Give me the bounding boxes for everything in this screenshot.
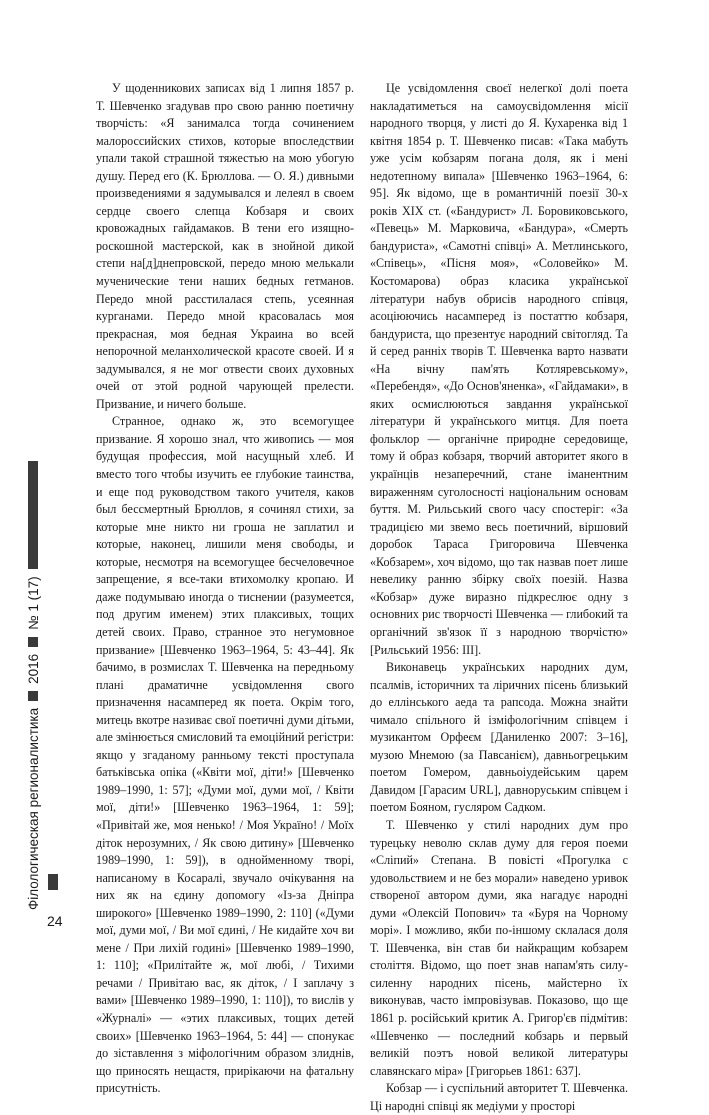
paragraph: Це усвідомлення своєї нелегкої долі поета накладатиметься на самоусвідомлення місії народного творця, у листі до Я. Кухаренка від 1 квітня 1854 р. Т. Шевченко писав: «Така мабуть уже усім кобзарям погана доля, як і мені недотепному випала» [Шевченко 1963–1964, 6: 95]. Як відомо, ще в романтичній поезії 30-х років XIX ст. («Бандурист» Л. Боровиковського, «Певець» М. Марковича, «Бандура», «Смерть бандуриста», «Самотні співці» А. Метлинського, «Співець», «Пісня моя», «Соловейко» М. Костомарова) образ класика української літератури набув обрисів народного співця, асоціюючись насамперед із постаттю кобзаря, бандуриста, що презентує народний світогляд. Та й серед ранніх творів Т. Шевченка варто назвати «На вічну пам'ять Котляревському», «Перебендя», «До Основ'яненка», «Гайдамаки», в яких осмислюються завдання української літератури й українського митця. Для поета фольклор — органічне природне середовище, тому й образ кобзаря, творчий авторитет якого в українців незаперечний, стане іманентним вираженням суголосності національним основам буття. М. Рильський свого часу спостеріг: «За традицією ми звемо весь поетичний, віршовий доробок Тараса Григоровича Шевченка «Кобзарем», хоч відомо, що так назвав поет лише невелику ранню збірку своїх поезій. Назва «Кобзар» дуже виразно підкреслює одну з основних рис творчості Шевченка — глибокий та органічний зв'язок її з народною творчістю» [Рильський 1956: III]. bbox=[370, 81, 628, 657]
running-head-year: 2016 bbox=[25, 653, 41, 684]
left-text-column bbox=[96, 80, 354, 1098]
page-number: 24 bbox=[47, 913, 63, 929]
paragraph: Виконавець українських народних дум, псалмів, історичних та ліричних пісень близький до еллінського аеда та рапсода. Можна знайти чимало спільного й ізміфологічним співцем і музикантом Орфеєм [Даниленко 2007: 3–16], музою Мнемою (за Павсанієм), давньогрецьким поетом Гомером, давньоіудейським царем Давидом [Гарасим URL], давноруським співцем і поетом Бояном, гусляром Садком. bbox=[370, 660, 628, 815]
footer-marker-block bbox=[48, 874, 58, 890]
paragraph: Странное, однако ж, это всемогущее призвание. Я хорошо знал, что живопись — моя будущая профессия, мой насущный хлеб. И вместо того чтобы изучить ее глубокие таинства, и еще под руководством такого учителя, каков был бессмертный Брюллов, я сочинял стихи, за которые мне никто ни гроша не заплатил и которые, наконец, лишили меня свободы, и которые, несмотря на всемогущее бесчеловечное запрещение, я все-таки втихомолку кропаю. И даже подумываю иногда о тиснении (разумеется, под другим именем) этих плаксивых, тощих детей своих. Право, странное это негумовное призвание» [Шевченко 1963–1964, 5: 43–44]. Як бачимо, в розмислах Т. Шевченка на передньому плані драматичне усвідомлення свого призначення насамперед як поета. Окрім того, митець вкотре називає свої поетичні думи дітьми, але змінюється смисловий та емоційний регістри: якщо у згаданому ранньому тексті проступала батьківська опіка («Квіти мої, діти!» [Шевченко 1989–1990, 1: 57]; «Думи мої, думи мої, / Квіти мої, діти!» [Шевченко 1963–1964, 1: 59]; «Привітай же, моя ненько! / Моя Україно! / Моїх діток нерозумних, / Як свою дитину» [Шевченко 1989–1990, 1: 59]), в однойменному творі, написаному в Косаралі, звучало очікування на них як на єдину допомогу «Із-за Дніпра широкого» [Шевченко 1989–1990, 2: 110] («Думи мої, думи мої, / Ви мої єдині, / Не кидайте хоч ви мене / При лихій годині» [Шевченко 1989–1990, 1: 110]; «Прилітайте ж, мої любі, / Тихими речами / Привітаю вас, як діток, / І заплачу з вами» [Шевченко 1989–1990, 1: 110]), то вислів у «Журналі» — «этих плаксивых, тощих детей своих» [Шевченко 1963–1964, 5: 44] — спонукає до зіставлення з міфологічним образом злиднів, що приносять нещастя, прирікаючи на фатальну присутність. bbox=[96, 414, 354, 1096]
running-head-bar bbox=[28, 461, 38, 569]
running-head-issue: № 1 (17) bbox=[25, 576, 41, 630]
paragraph: Т. Шевченко у стилі народних дум про турецьку неволю склав думу для героя поеми «Сліпий» Степана. В повісті «Прогулка с удовольствием и не без морали» наведено уривок створеної автором думи, яка нагадує народні думи «Олексій Попович» та «Буря на Чорному морі». І можливо, якби по-іншому склалася доля Т. Шевченка, він став би найкращим кобзарем століття. Відомо, що поет знав напам'ять силу-силенну народних пісень, майстерно їх виконував, часто імпровізував. Показово, що ще 1861 р. російський критик А. Григор'єв підмітив: «Шевченко — последний кобзарь и первый великій поэтъ новой великой литературы славянскаго міра» [Григорьев 1861: 637]. bbox=[370, 817, 628, 1078]
right-text-column bbox=[370, 80, 628, 1115]
running-head-square-marker bbox=[28, 637, 38, 647]
paragraph: Кобзар — і суспільний авторитет Т. Шевченка. Ці народні співці як медіуми у просторі bbox=[370, 1081, 628, 1113]
running-head-square-marker bbox=[28, 691, 38, 701]
running-head-journal: Філологическая регионалистика bbox=[25, 707, 41, 910]
paragraph: У щоденникових записах від 1 липня 1857 р. Т. Шевченко згадував про свою ранню поетичну творчість: «Я занималса тогда сочинением малороссийских стихов, которые впоследствии упали такой страшной тяжестью на мою убогую душу. Перед его (К. Брюллова. — О. Я.) дивными произведениями я задумывался и лелеял в своем сердце своего слепца Кобзаря и своих кровожадных гайдамаков. В тени его изящно-роскошной мастерской, как в знойной дикой степи на[д]днепровской, передо мною мелькали мученические тени наших бедных гетманов. Передо мной расстилалася степь, усеянная курганами. Передо мной красовалась моя прекрасная, моя бедная Украина во всей непорочной меланхолической красоте своей. И я задумывался, я не мог отвести своих духовных очей от этой родной чарующей прелести. Призвание, и ничего больше. bbox=[96, 81, 354, 411]
running-head bbox=[22, 80, 44, 910]
